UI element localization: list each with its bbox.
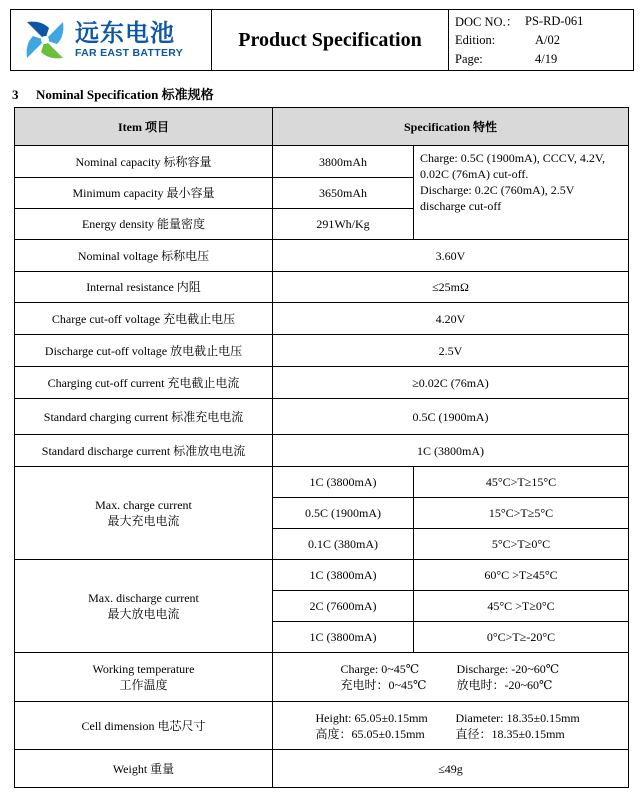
capacity-note-line: Discharge: 0.2C (760mA), 2.5V (420, 183, 575, 197)
table-row (15, 240, 629, 272)
doc-number-row (449, 12, 633, 31)
max-discharge-temp-range: 45°C >T≥0°C (414, 591, 629, 622)
section-title: Nominal Specification 标准规格 (36, 87, 214, 102)
page-label: Page: (455, 51, 483, 66)
discharge-cutoff-voltage-value: 2.5V (273, 335, 629, 367)
max-charge-current-value: 0.1C (380mA) (273, 529, 414, 560)
capacity-note-line: Charge: 0.5C (1900mA), CCCV, 4.2V, (420, 151, 606, 165)
max-discharge-current-label (15, 560, 273, 653)
charge-cutoff-voltage-value: 4.20V (273, 303, 629, 335)
max-discharge-current-label-en: Max. discharge current (88, 591, 199, 605)
charging-cutoff-current-value: ≥0.02C (76mA) (273, 367, 629, 399)
table-row (15, 653, 629, 702)
max-charge-temp-range: 5°C>T≥0°C (414, 529, 629, 560)
max-charge-current-label-cn: 最大充电电流 (107, 514, 180, 528)
max-discharge-current-value: 2C (7600mA) (273, 591, 414, 622)
column-header-item: Item 项目 (15, 108, 273, 146)
doc-number-value: PS-RD-061 (525, 13, 584, 28)
column-header-spec: Specification 特性 (273, 108, 629, 146)
table-row (15, 303, 629, 335)
standard-charging-current-label: Standard charging current 标准充电电流 (15, 399, 273, 435)
logo-chinese-name: 远东电池 (75, 19, 175, 48)
working-temperature-value (273, 653, 629, 702)
minimum-capacity-value: 3650mAh (273, 178, 414, 209)
cell-dimension-cn-line (276, 726, 625, 742)
max-charge-current-value: 0.5C (1900mA) (273, 498, 414, 529)
capacity-test-conditions (414, 146, 629, 240)
max-discharge-current-value: 1C (3800mA) (273, 560, 414, 591)
table-row (15, 335, 629, 367)
logo-english-name: FAR EAST BATTERY (75, 47, 184, 60)
height-cn: 高度：65.05±0.15mm (315, 726, 425, 741)
table-row (15, 467, 629, 498)
working-temperature-label-cn: 工作温度 (119, 678, 168, 692)
discharge-temp-en: Discharge: -20~60℃ (456, 662, 560, 676)
document-info (449, 10, 634, 71)
internal-resistance-label: Internal resistance 内阻 (15, 272, 273, 303)
capacity-note-line: 0.02C (76mA) cut-off. (420, 167, 529, 181)
table-row (15, 560, 629, 591)
document-header (10, 9, 634, 71)
table-row (15, 367, 629, 399)
minimum-capacity-label: Minimum capacity 最小容量 (15, 178, 273, 209)
logo-cell (11, 10, 212, 71)
max-charge-current-label-en: Max. charge current (95, 498, 192, 512)
document-title: Product Specification (212, 10, 449, 71)
charge-temp-cn: 充电时：0~45℃ (340, 678, 427, 692)
nominal-voltage-value: 3.60V (273, 240, 629, 272)
max-discharge-current-value: 1C (3800mA) (273, 622, 414, 653)
cell-dimension-label: Cell dimension 电芯尺寸 (15, 702, 273, 750)
energy-density-value: 291Wh/Kg (273, 209, 414, 240)
edition-row (449, 31, 633, 50)
max-discharge-temp-range: 60°C >T≥45°C (414, 560, 629, 591)
working-temperature-cn-line (276, 677, 625, 693)
section-heading (12, 84, 214, 103)
max-charge-temp-range: 45°C>T≥15°C (414, 467, 629, 498)
weight-value: ≤49g (273, 750, 629, 788)
edition-label: Edition: (455, 32, 496, 47)
standard-discharge-current-value: 1C (3800mA) (273, 435, 629, 467)
max-discharge-temp-range: 0°C>T≥-20°C (414, 622, 629, 653)
edition-value: A/02 (535, 32, 560, 47)
table-row (15, 435, 629, 467)
spec-table (14, 107, 629, 788)
working-temperature-label (15, 653, 273, 702)
working-temperature-label-en: Working temperature (92, 662, 195, 676)
standard-charging-current-value: 0.5C (1900mA) (273, 399, 629, 435)
table-row (15, 146, 629, 178)
table-header-row (15, 108, 629, 146)
energy-density-label: Energy density 能量密度 (15, 209, 273, 240)
diameter-en: Diameter: 18.35±0.15mm (455, 710, 580, 725)
cell-dimension-en-line (276, 710, 625, 726)
weight-label: Weight 重量 (15, 750, 273, 788)
charging-cutoff-current-label: Charging cut-off current 充电截止电流 (15, 367, 273, 399)
doc-number-label: DOC NO.： (455, 15, 519, 29)
working-temperature-en-line (276, 661, 625, 677)
discharge-cutoff-voltage-label: Discharge cut-off voltage 放电截止电压 (15, 335, 273, 367)
charge-cutoff-voltage-label: Charge cut-off voltage 充电截止电压 (15, 303, 273, 335)
far-east-battery-logo-icon (19, 14, 71, 66)
page-row (449, 50, 633, 69)
charge-temp-en: Charge: 0~45℃ (340, 662, 420, 676)
nominal-voltage-label: Nominal voltage 标称电压 (15, 240, 273, 272)
max-charge-temp-range: 15°C>T≥5°C (414, 498, 629, 529)
section-number: 3 (12, 87, 19, 102)
table-row (15, 272, 629, 303)
table-row (15, 399, 629, 435)
table-row (15, 702, 629, 750)
discharge-temp-cn: 放电时：-20~60℃ (456, 678, 553, 692)
internal-resistance-value: ≤25mΩ (273, 272, 629, 303)
nominal-capacity-label: Nominal capacity 标称容量 (15, 146, 273, 178)
max-charge-current-label (15, 467, 273, 560)
table-row (15, 750, 629, 788)
page-value: 4/19 (535, 51, 558, 66)
standard-discharge-current-label: Standard discharge current 标准放电电流 (15, 435, 273, 467)
height-en: Height: 65.05±0.15mm (315, 710, 428, 725)
max-discharge-current-label-cn: 最大放电电流 (107, 607, 180, 621)
diameter-cn: 直径：18.35±0.15mm (455, 726, 565, 741)
capacity-note-line: discharge cut-off (420, 199, 502, 213)
nominal-capacity-value: 3800mAh (273, 146, 414, 178)
max-charge-current-value: 1C (3800mA) (273, 467, 414, 498)
cell-dimension-value (273, 702, 629, 750)
company-logo (11, 10, 211, 70)
